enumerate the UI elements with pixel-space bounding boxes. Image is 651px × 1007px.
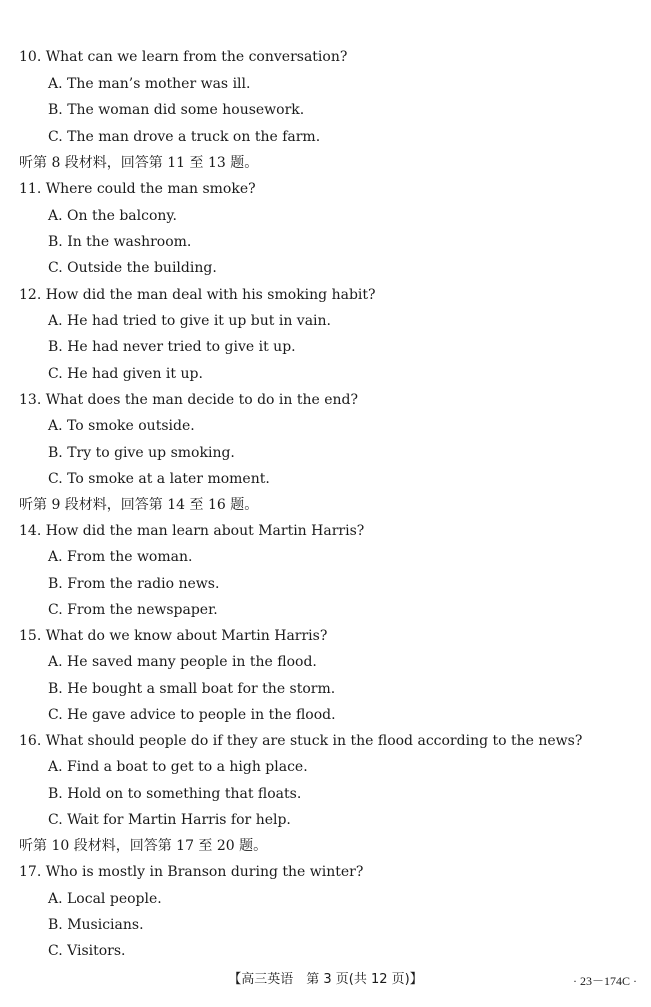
option-c: C. The man drove a truck on the farm. xyxy=(48,129,321,145)
section-heading: 听第 10 段材料，回答第 17 至 20 题。 xyxy=(19,838,268,854)
option-b: B. Musicians. xyxy=(48,917,144,933)
option-b: B. Try to give up smoking. xyxy=(48,445,235,461)
option-a: A. On the balcony. xyxy=(48,208,177,224)
option-a: A. The man’s mother was ill. xyxy=(48,76,251,92)
question-stem: 16. What should people do if they are stuck in the flood according to the news? xyxy=(19,733,583,749)
option-c: C. From the newspaper. xyxy=(48,602,218,618)
page-footer-title: 【高三英语 第 3 页(共 12 页)】 xyxy=(228,972,423,987)
section-heading: 听第 8 段材料，回答第 11 至 13 题。 xyxy=(19,155,259,171)
option-c: C. He gave advice to people in the flood. xyxy=(48,707,336,723)
section-heading: 听第 9 段材料，回答第 14 至 16 题。 xyxy=(19,497,259,513)
option-b: B. He bought a small boat for the storm. xyxy=(48,681,336,697)
option-a: A. To smoke outside. xyxy=(48,418,195,434)
question-stem: 15. What do we know about Martin Harris? xyxy=(19,628,328,644)
option-b: B. In the washroom. xyxy=(48,234,192,250)
question-stem: 11. Where could the man smoke? xyxy=(19,181,256,197)
question-stem: 17. Who is mostly in Branson during the winter? xyxy=(19,864,364,880)
option-b: B. He had never tried to give it up. xyxy=(48,339,296,355)
question-stem: 10. What can we learn from the conversation? xyxy=(19,49,348,65)
option-c: C. Outside the building. xyxy=(48,260,217,276)
option-a: A. He saved many people in the flood. xyxy=(48,654,317,670)
option-c: C. He had given it up. xyxy=(48,366,203,382)
option-b: B. From the radio news. xyxy=(48,576,220,592)
option-c: C. To smoke at a later moment. xyxy=(48,471,270,487)
option-a: A. Find a boat to get to a high place. xyxy=(48,759,308,775)
option-c: C. Wait for Martin Harris for help. xyxy=(48,812,291,828)
question-stem: 12. How did the man deal with his smoking habit? xyxy=(19,287,376,303)
question-stem: 14. How did the man learn about Martin Harris? xyxy=(19,523,365,539)
option-b: B. Hold on to something that floats. xyxy=(48,786,302,802)
option-a: A. From the woman. xyxy=(48,549,193,565)
option-a: A. He had tried to give it up but in vain. xyxy=(48,313,331,329)
option-c: C. Visitors. xyxy=(48,943,126,959)
page-footer-code: · 23－174C · xyxy=(573,974,637,988)
question-stem: 13. What does the man decide to do in the end? xyxy=(19,392,359,408)
option-b: B. The woman did some housework. xyxy=(48,102,305,118)
option-a: A. Local people. xyxy=(48,891,162,907)
